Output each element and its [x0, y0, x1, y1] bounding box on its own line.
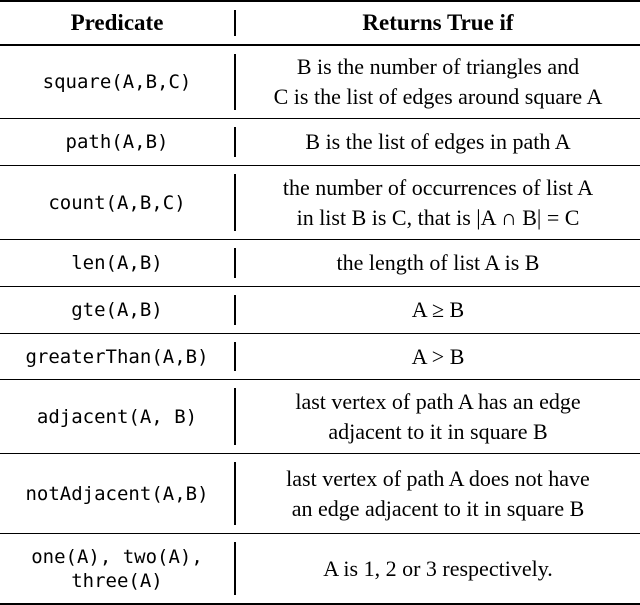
- column-divider: [234, 287, 236, 333]
- predicate-cell: [0, 534, 234, 603]
- predicate-text: three(A): [71, 569, 163, 592]
- predicate-text: adjacent(A, B): [36, 405, 198, 428]
- column-divider: [234, 166, 236, 239]
- description-cell: [236, 534, 640, 603]
- description-line: the number of occurrences of list A: [282, 174, 594, 200]
- description-line: last vertex of path A has an edge: [295, 388, 581, 414]
- column-divider: [234, 534, 236, 603]
- table-row: [0, 334, 640, 380]
- column-divider: [234, 119, 236, 165]
- description-line: B is the list of edges in path A: [305, 129, 571, 154]
- table-row: [0, 119, 640, 166]
- header-predicate: Predicate: [70, 10, 164, 35]
- predicate-cell: [0, 240, 234, 286]
- predicate-text: len(A,B): [71, 252, 163, 274]
- description-cell: [236, 380, 640, 453]
- predicate-cell: [0, 166, 234, 239]
- column-divider: [234, 334, 236, 379]
- description-cell: [236, 240, 640, 286]
- table-row: [0, 287, 640, 334]
- description-line: A > B: [411, 343, 465, 369]
- predicate-cell: [0, 46, 234, 118]
- predicate-text: count(A,B,C): [48, 191, 186, 214]
- column-divider: [234, 454, 236, 533]
- table-row: [0, 454, 640, 534]
- description-line: A ≥ B: [411, 297, 465, 322]
- predicate-text: greaterThan(A,B): [25, 345, 209, 368]
- description-cell: [236, 334, 640, 379]
- description-cell: [236, 287, 640, 333]
- description-cell: [236, 454, 640, 533]
- table-row: [0, 166, 640, 240]
- description-line: in list B is C, that is |A ∩ B| = C: [296, 204, 580, 230]
- predicate-cell: [0, 334, 234, 379]
- predicate-text: notAdjacent(A,B): [25, 482, 209, 505]
- description-line: C is the list of edges around square A: [273, 84, 603, 109]
- column-divider: [234, 46, 236, 118]
- header-row: [0, 2, 640, 46]
- description-line: B is the number of triangles and: [296, 54, 580, 79]
- description-line: A is 1, 2 or 3 respectively.: [323, 555, 553, 581]
- predicate-text: gte(A,B): [71, 299, 163, 321]
- predicate-cell: [0, 454, 234, 533]
- header-returns-true-if: Returns True if: [362, 10, 514, 35]
- predicate-text: path(A,B): [65, 131, 169, 153]
- description-line: the length of list A is B: [336, 250, 540, 275]
- description-cell: [236, 119, 640, 165]
- predicate-cell: [0, 119, 234, 165]
- description-cell: [236, 46, 640, 118]
- description-line: adjacent to it in square B: [328, 418, 548, 444]
- table-row: [0, 46, 640, 119]
- description-cell: [236, 166, 640, 239]
- table-row: [0, 240, 640, 287]
- predicate-cell: [0, 287, 234, 333]
- description-line: last vertex of path A does not have: [286, 465, 590, 491]
- predicate-cell: [0, 380, 234, 453]
- table-row: [0, 534, 640, 603]
- column-divider: [234, 240, 236, 286]
- column-divider: [234, 380, 236, 453]
- column-divider: [234, 2, 236, 44]
- description-line: an edge adjacent to it in square B: [291, 495, 585, 521]
- table-row: [0, 380, 640, 454]
- predicate-text: one(A), two(A),: [31, 545, 203, 568]
- predicate-text: square(A,B,C): [42, 71, 192, 93]
